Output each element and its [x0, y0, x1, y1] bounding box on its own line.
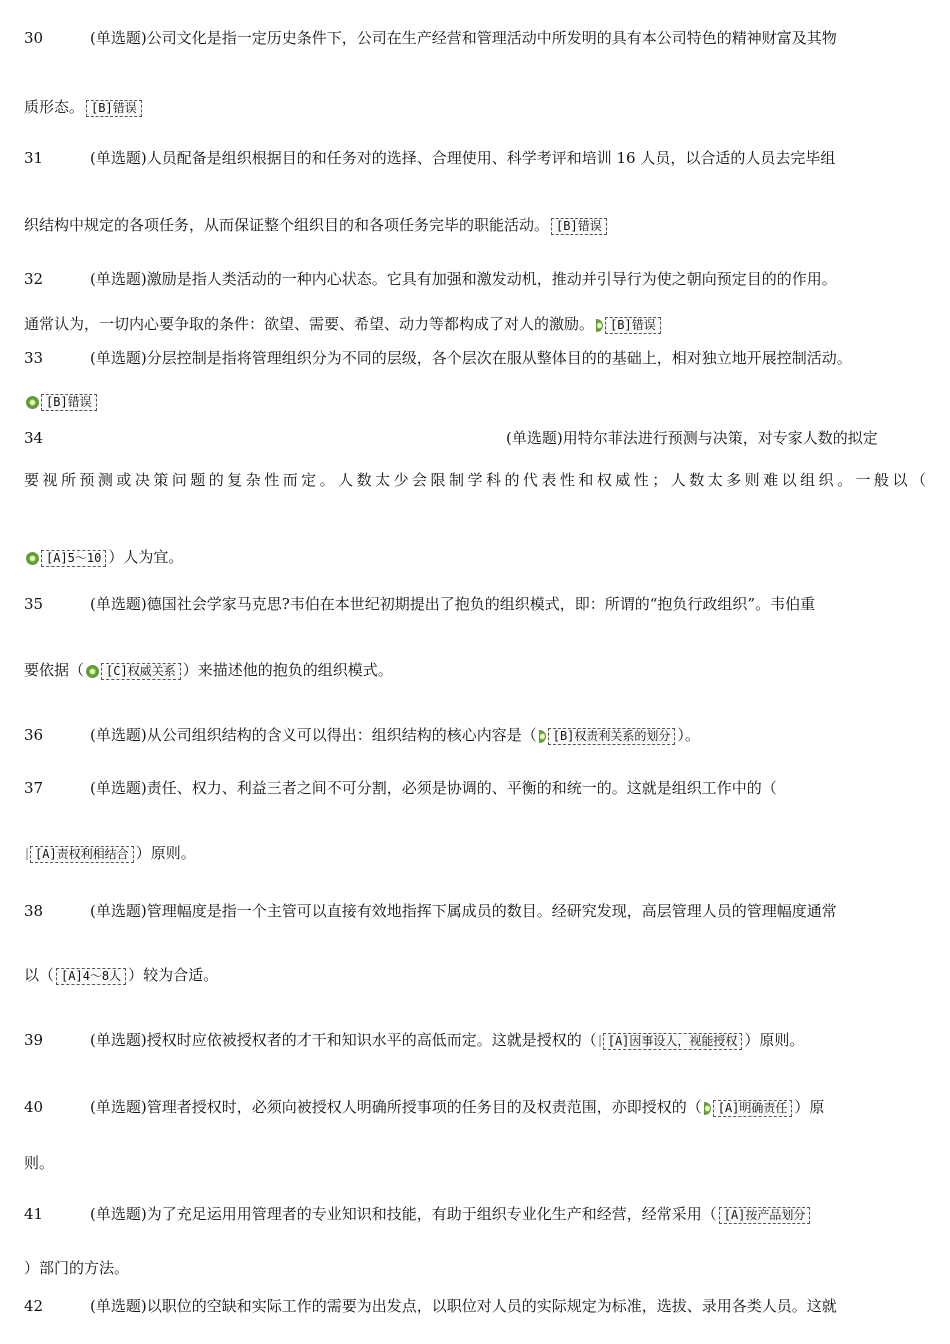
answer-label: [B]错误	[41, 394, 97, 411]
question-37-line2	[24, 843, 196, 863]
answer-box[interactable]	[704, 1100, 793, 1117]
question-stem-cont: 则。	[24, 1154, 55, 1172]
question-type: (单选题)	[90, 349, 147, 367]
question-stem-cont: 织结构中规定的各项任务，从而保证整个组织目的和各项任务完毕的职能活动。	[24, 216, 550, 234]
radio-selected-icon	[86, 665, 99, 678]
answer-label: [A]明确责任	[713, 1100, 793, 1117]
question-stem: 责任、权力、利益三者之间不可分割，必须是协调的、平衡的和统一的。这就是组织工作中的（	[146, 779, 777, 797]
question-stem: 德国社会学家马克思?韦伯在本世纪初期提出了抱负的组织模式，即：所谓的“抱负行政组织”。韦伯重	[146, 595, 816, 613]
question-type: (单选题)	[506, 429, 563, 447]
question-stem: 公司文化是指一定历史条件下，公司在生产经营和管理活动中所发明的具有本公司特色的精神财富及其物	[146, 29, 837, 47]
answer-label: [B]错误	[605, 317, 661, 334]
question-type: (单选题)	[90, 270, 147, 288]
question-number: 33	[24, 349, 44, 367]
question-30-line2	[24, 97, 144, 117]
question-stem-tail: ）原则。	[744, 1031, 805, 1049]
answer-box[interactable]	[26, 550, 106, 567]
question-number: 42	[24, 1297, 44, 1315]
question-number: 37	[24, 779, 44, 797]
question-41-line1	[24, 1204, 812, 1224]
question-number: 30	[24, 29, 44, 47]
question-stem: 管理者授权时，必须向被授权人明确所授事项的任务目的及权责范围，亦即授权的（	[146, 1098, 702, 1116]
radio-selected-icon	[596, 319, 603, 332]
question-stem: 从公司组织结构的含义可以得出：组织结构的核心内容是（	[146, 726, 537, 744]
question-number: 38	[24, 902, 44, 920]
question-35-line2	[24, 660, 393, 680]
question-number: 39	[24, 1031, 44, 1049]
question-40-line1	[24, 1097, 824, 1117]
answer-box[interactable]	[56, 968, 126, 985]
question-stem: 授权时应依被授权者的才干和知识水平的高低而定。这就是授权的（	[146, 1031, 597, 1049]
question-number: 31	[24, 149, 44, 167]
question-stem-cont: 要视所预测或决策问题的复杂性而定。人数太少会限制学科的代表性和权威性；人数太多则难以组织。一般以（	[24, 471, 926, 489]
question-stem: 管理幅度是指一个主管可以直接有效地指挥下属成员的数目。经研究发现，高层管理人员的管理幅度通常	[146, 902, 837, 920]
answer-label: [A]5～10	[41, 550, 106, 567]
question-33-answer-line	[24, 391, 99, 411]
answer-box[interactable]	[719, 1207, 811, 1224]
question-stem-cont: 以（	[24, 966, 55, 984]
radio-selected-icon	[26, 396, 39, 409]
question-number: 40	[24, 1098, 44, 1116]
question-number: 41	[24, 1205, 44, 1223]
question-type: (单选题)	[90, 1205, 147, 1223]
answer-label: [A]因事设人，视能授权	[603, 1033, 743, 1050]
answer-label: [B]权责利关系的划分	[548, 728, 676, 745]
question-type: (单选题)	[90, 726, 147, 744]
question-stem-cont: 通常认为，一切内心要争取的条件：欲望、需要、希望、动力等都构成了对人的激励。	[24, 315, 595, 333]
radio-selected-icon	[26, 552, 39, 565]
question-34-line1	[24, 428, 90, 448]
question-36-line1	[24, 725, 700, 745]
question-34-line2	[24, 470, 926, 490]
question-31-line1	[24, 148, 835, 168]
question-type: (单选题)	[90, 29, 147, 47]
question-stem: 激励是指人类活动的一种内心状态。它具有加强和激发动机，推动并引导行为使之朝向预定目的的作用。	[146, 270, 837, 288]
question-stem: 为了充足运用用管理者的专业知识和技能，有助于组织专业化生产和经营，经常采用（	[146, 1205, 717, 1223]
question-stem-tail: ）来描述他的抱负的组织模式。	[182, 661, 393, 679]
question-type: (单选题)	[90, 1098, 147, 1116]
question-31-line2	[24, 215, 609, 235]
question-34-answer-line	[24, 547, 183, 567]
answer-box[interactable]	[539, 728, 676, 745]
question-type: (单选题)	[90, 1031, 147, 1049]
question-type: (单选题)	[90, 779, 147, 797]
radio-selected-icon	[704, 1102, 711, 1115]
question-42-line1	[24, 1296, 837, 1316]
question-type: (单选题)	[90, 595, 147, 613]
question-37-line1	[24, 778, 777, 798]
answer-box[interactable]	[26, 394, 97, 411]
question-41-line2	[24, 1258, 129, 1278]
question-35-line1	[24, 594, 815, 614]
answer-label: [A]按产品划分	[719, 1207, 811, 1224]
question-type: (单选题)	[90, 902, 147, 920]
question-38-line1	[24, 901, 837, 921]
question-type: (单选题)	[90, 149, 147, 167]
question-number: 32	[24, 270, 44, 288]
radio-selected-icon	[539, 730, 546, 743]
question-stem-tail: ）较为合适。	[128, 966, 219, 984]
question-stem-cont: 质形态。	[24, 98, 85, 116]
question-stem: 分层控制是指将管理组织分为不同的层级，各个层次在服从整体目的的基础上，相对独立地开展控制活动。	[146, 349, 852, 367]
question-stem-tail: ）。	[677, 726, 700, 744]
question-34-line1-right	[506, 428, 878, 448]
answer-label: [B]错误	[551, 218, 607, 235]
answer-label: [C]权威关系	[101, 663, 181, 680]
question-39-line1	[24, 1030, 804, 1050]
answer-box[interactable]	[86, 663, 181, 680]
question-stem-tail: ）原则。	[135, 844, 196, 862]
answer-box[interactable]	[551, 218, 607, 235]
question-stem-cont: 要依据（	[24, 661, 85, 679]
question-number: 34	[24, 429, 44, 447]
answer-label: [B]错误	[86, 100, 142, 117]
answer-box[interactable]	[599, 1033, 743, 1050]
radio-edge-icon	[26, 848, 28, 860]
question-number: 36	[24, 726, 44, 744]
question-stem-cont: ）部门的方法。	[24, 1259, 130, 1277]
question-stem: 人员配备是组织根据目的和任务对的选择、合理使用、科学考评和培训 16 人员，以合适的人员去完毕组	[146, 149, 836, 167]
question-stem-tail: ）人为宜。	[108, 548, 184, 566]
answer-box[interactable]	[86, 100, 142, 117]
question-stem: 用特尔菲法进行预测与决策，对专家人数的拟定	[562, 429, 878, 447]
question-30-line1	[24, 28, 837, 48]
question-38-line2	[24, 965, 218, 985]
answer-label: [A]责权利相结合	[30, 846, 134, 863]
question-stem: 以职位的空缺和实际工作的需要为出发点，以职位对人员的实际规定为标准，选拔、录用各类人员。这就	[146, 1297, 837, 1315]
question-stem-tail: ）原	[794, 1098, 825, 1116]
answer-box[interactable]	[26, 846, 134, 863]
answer-label: [A]4～8人	[56, 968, 126, 985]
question-type: (单选题)	[90, 1297, 147, 1315]
question-32-line2	[24, 314, 663, 334]
question-40-line2	[24, 1153, 54, 1173]
radio-edge-icon	[599, 1035, 601, 1047]
answer-box[interactable]	[596, 317, 661, 334]
question-number: 35	[24, 595, 44, 613]
question-33-line1	[24, 348, 852, 368]
question-32-line1	[24, 269, 837, 289]
